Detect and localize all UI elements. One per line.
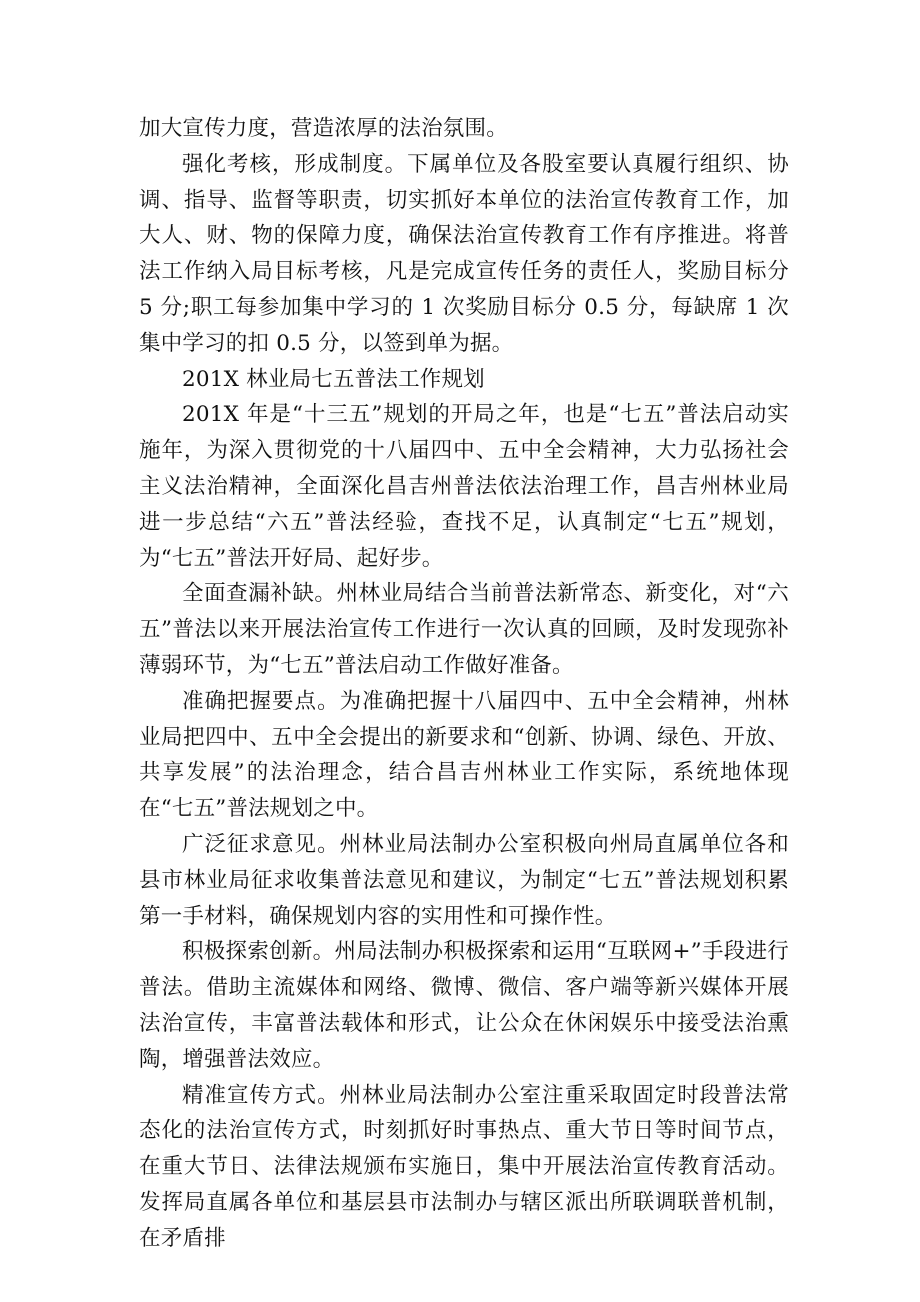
paragraph-opinions: 广泛征求意见。州林业局法制办公室积极向州局直属单位各和县市林业局征求收集普法意见和建议，为制定“七五”普法规划积累第一手材料，确保规划内容的实用性和可操作性。 [139, 831, 789, 929]
section-title: 201X 林业局七五普法工作规划 [182, 366, 485, 392]
paragraph-publicity: 精准宣传方式。州林业局法制办公室注重采取固定时段普法常态化的法治宣传方式，时刻抓好时事热点、重大节日等时间节点，在重大节日、法律法规颁布实施日，集中开展法治宣传教育活动。发挥局直属各单位和基层县市法制办与辖区派出所联调联普机制，在矛盾排 [139, 1082, 789, 1251]
paragraph-review: 全面查漏补缺。州林业局结合当前普法新常态、新变化，对“六五”普法以来开展法治宣传工作进行一次认真的回顾，及时发现弥补薄弱环节，为“七五”普法启动工作做好准备。 [139, 581, 789, 678]
paragraph-continuation: 加大宣传力度，营造浓厚的法治氛围。 [139, 116, 508, 141]
paragraph-intro: 201X 年是“十三五”规划的开局之年，也是“七五”普法启动实施年，为深入贯彻党的十八届四中、五中全会精神，大力弘扬社会主义法治精神，全面深化昌吉州普法依法治理工作，昌吉州林业局进一步总结“六五”普法经验，查找不足，认真制定“七五”规划，为“七五”普法开好局、起好步。 [139, 402, 789, 571]
paragraph-key-points: 准确把握要点。为准确把握十八届四中、五中全会精神，州林业局把四中、五中全会提出的新要求和“创新、协调、绿色、开放、共享发展”的法治理念，结合昌吉州林业工作实际，系统地体现在“七五”普法规划之中。 [139, 688, 789, 822]
document-body [139, 111, 789, 1257]
paragraph-assessment: 强化考核，形成制度。下属单位及各股室要认真履行组织、协调、指导、监督等职责，切实抓好本单位的法治宣传教育工作，加大人、财、物的保障力度，确保法治宣传教育工作有序推进。将普法工作纳入局目标考核，凡是完成宣传任务的责任人，奖励目标分 5 分;职工每参加集中学习的 1 次奖励目标分 0.5 分，每缺席 1 次集中学习的扣 0.5 分，以签到单为据。 [139, 151, 789, 356]
paragraph-innovation: 积极探索创新。州局法制办积极探索和运用“互联网+”手段进行普法。借助主流媒体和网络、微博、微信、客户端等新兴媒体开展法治宣传，丰富普法载体和形式，让公众在休闲娱乐中接受法治熏陶，增强普法效应。 [139, 939, 789, 1072]
